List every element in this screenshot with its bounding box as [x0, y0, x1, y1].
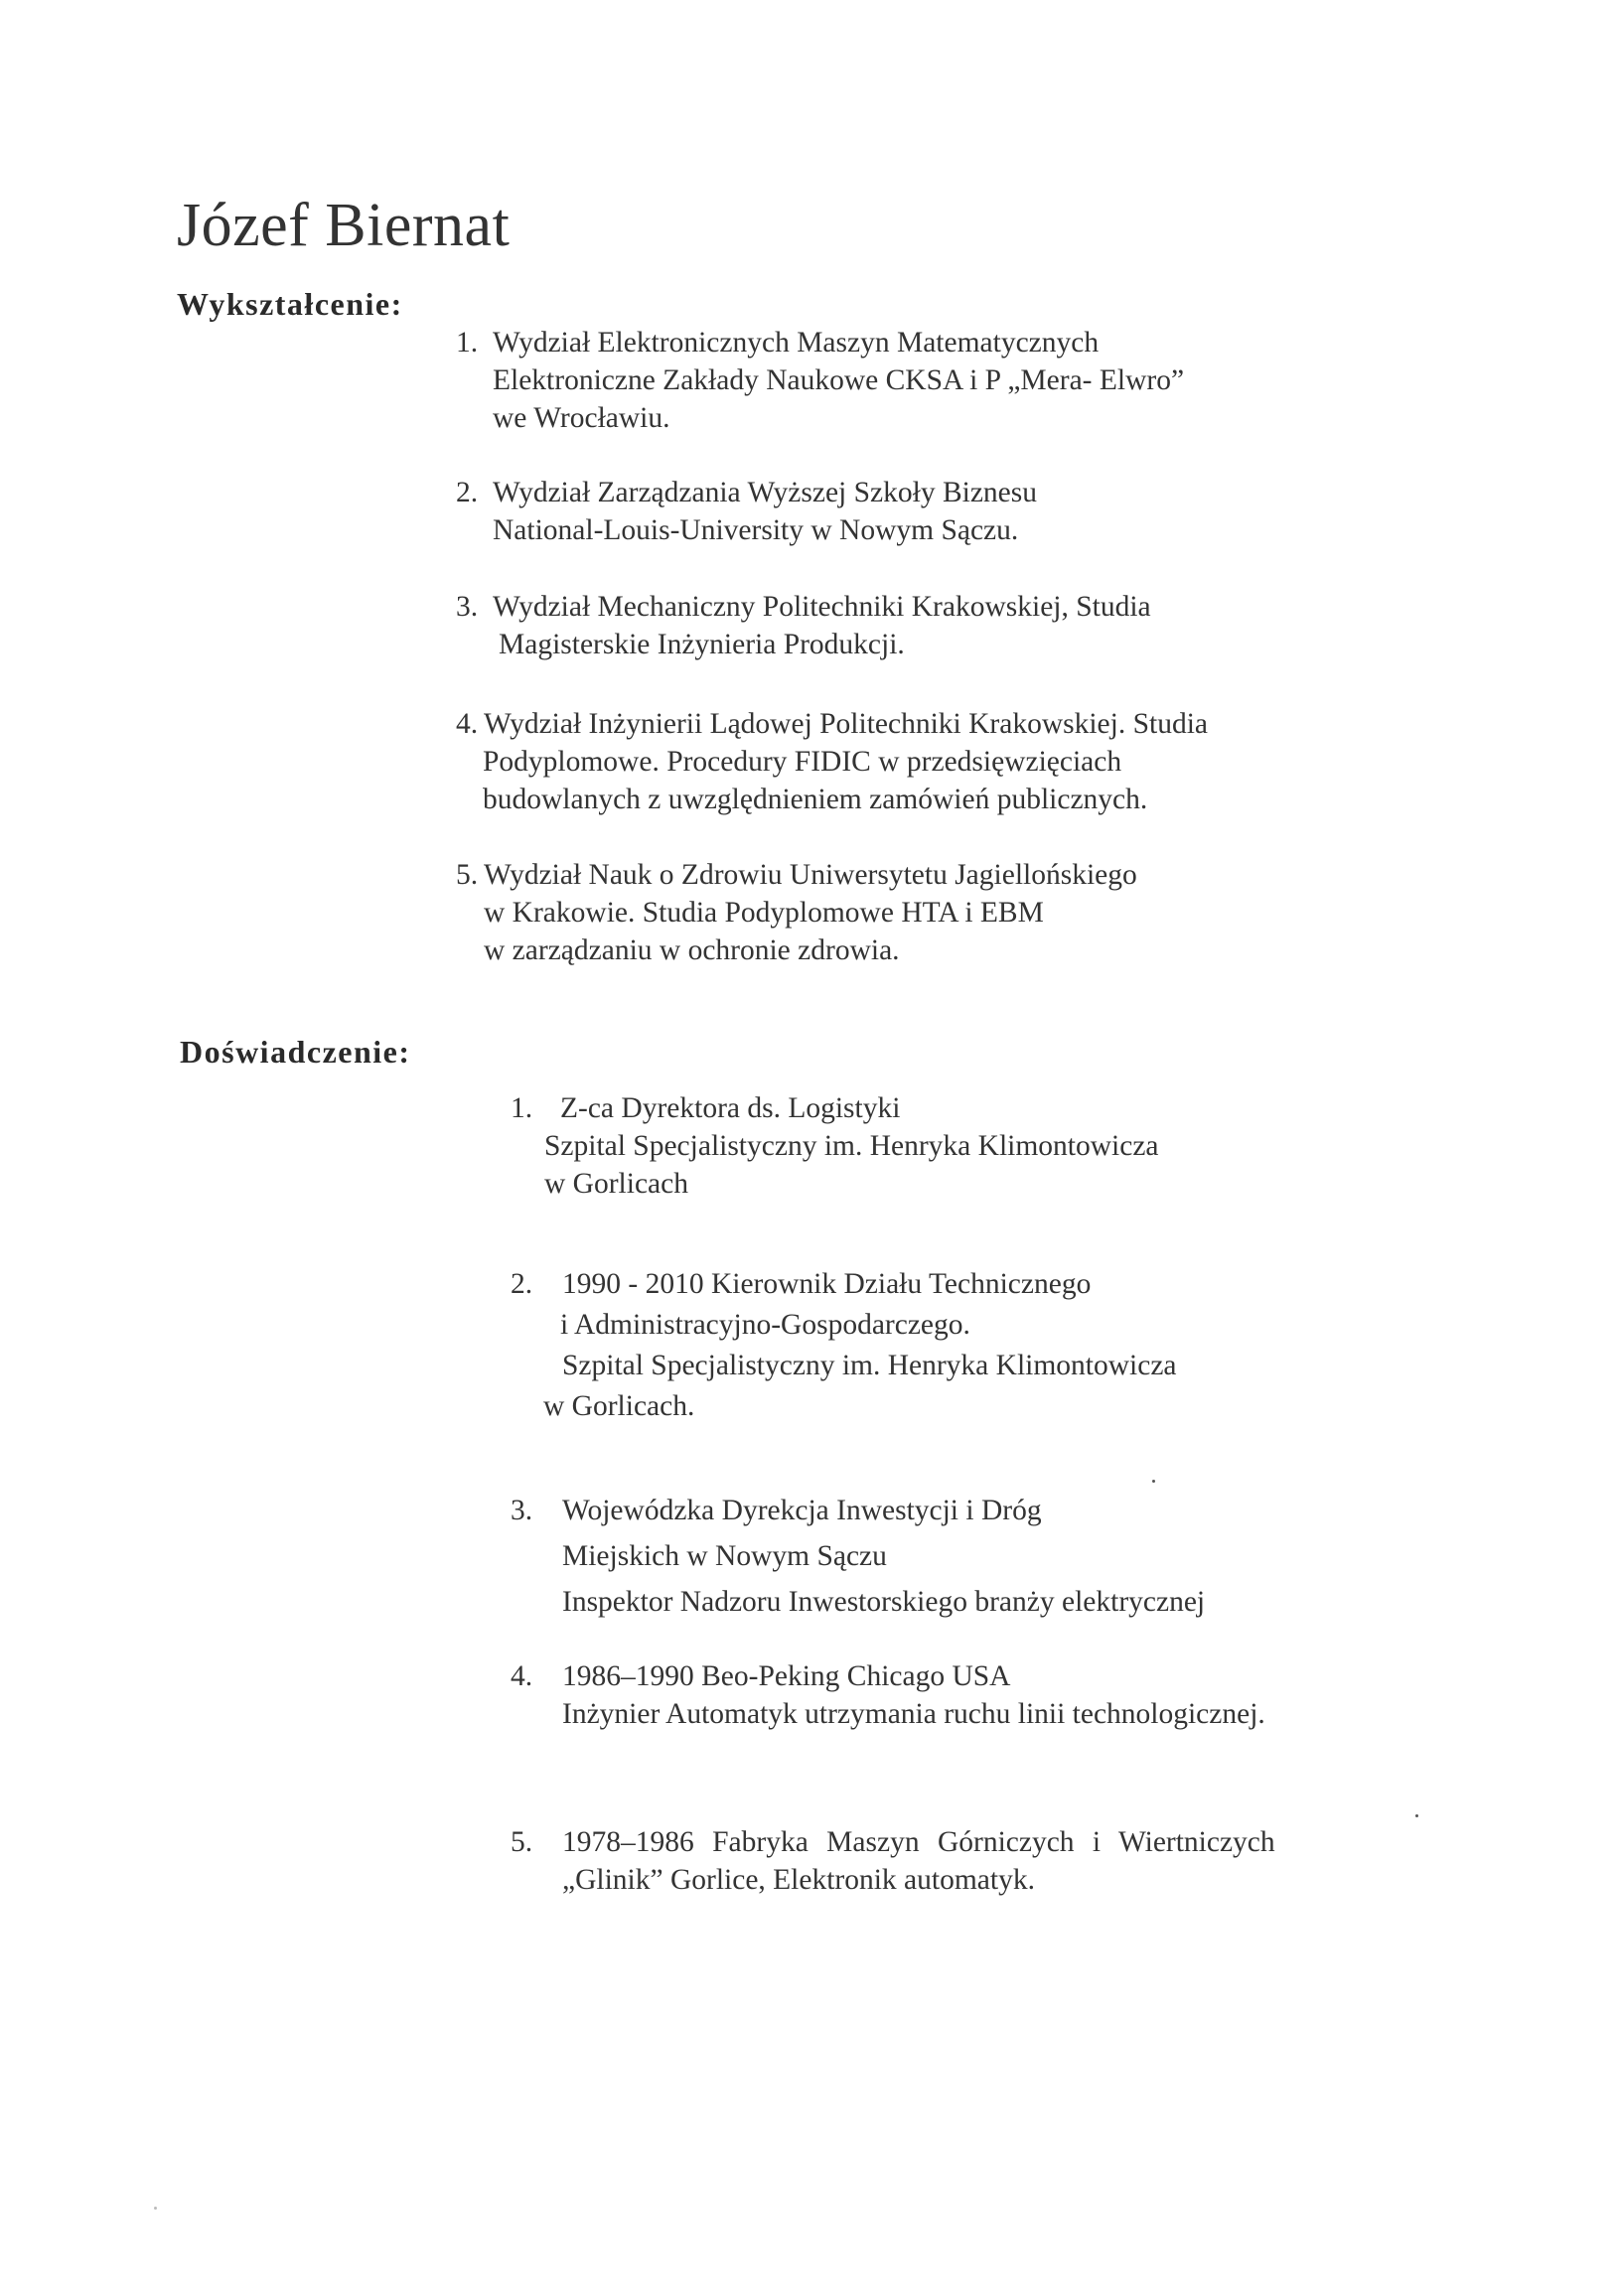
experience-item [511, 1264, 1177, 1427]
scan-speck [1152, 1480, 1155, 1483]
item-number: 1. [456, 327, 479, 359]
item-line: Wydział Mechaniczny Politechniki Krakowskiej, Studia [493, 591, 1151, 623]
item-line: Wydział Elektronicznych Maszyn Matematycznych [493, 327, 1100, 359]
item-number: 3. [511, 1495, 533, 1526]
experience-item [511, 1488, 1205, 1625]
item-line: Elektroniczne Zakłady Naukowe CKSA i P „Mera- Elwro” [493, 364, 1185, 396]
item-number: 2. [456, 477, 479, 508]
experience-item [511, 1657, 1265, 1733]
item-line: w Gorlicach [544, 1168, 688, 1200]
item-number: 2. [511, 1268, 533, 1300]
education-heading: Wykształcenie: [177, 286, 403, 322]
education-item [456, 705, 1208, 818]
item-line: Inspektor Nadzoru Inwestorskiego branży elektrycznej [562, 1586, 1206, 1618]
item-number: 5. [456, 859, 479, 891]
experience-item [511, 1089, 1159, 1203]
item-line: i Administracyjno-Gospodarczego. [560, 1309, 970, 1341]
item-line: „Glinik” Gorlice, Elektronik automatyk. [562, 1864, 1035, 1896]
item-line: w Krakowie. Studia Podyplomowe HTA i EBM [484, 897, 1044, 929]
item-line: w zarządzaniu w ochronie zdrowia. [484, 934, 900, 966]
item-number: 3. [456, 591, 479, 623]
education-item [456, 856, 1137, 969]
item-line: 1986–1990 Beo-Peking Chicago USA [562, 1660, 1011, 1692]
item-line: Inżynier Automatyk utrzymania ruchu linii technologicznej. [562, 1698, 1265, 1730]
item-line: Wydział Inżynierii Lądowej Politechniki Krakowskiej. Studia [484, 708, 1208, 740]
item-line: w Gorlicach. [543, 1390, 695, 1422]
item-line: Miejskich w Nowym Sączu [562, 1540, 887, 1572]
item-number: 1. [511, 1092, 533, 1124]
education-item [456, 474, 1037, 549]
item-line: 1990 - 2010 Kierownik Działu Technicznego [562, 1268, 1092, 1300]
item-line: 1978–1986 Fabryka Maszyn Górniczych i Wiertniczych [562, 1826, 1275, 1858]
scan-speck [1415, 1814, 1418, 1817]
experience-heading: Doświadczenie: [180, 1034, 411, 1070]
item-line: budowlanych z uwzględnieniem zamówień publicznych. [483, 784, 1148, 815]
item-line: Z-ca Dyrektora ds. Logistyki [560, 1092, 901, 1124]
person-name: Józef Biernat [177, 192, 511, 259]
item-line: Magisterskie Inżynieria Produkcji. [499, 629, 905, 660]
item-line: Podyplomowe. Procedury FIDIC w przedsięwzięciach [483, 746, 1122, 778]
scan-speck [154, 2207, 157, 2210]
item-line: Wydział Zarządzania Wyższej Szkoły Biznesu [493, 477, 1037, 508]
item-line: Wojewódzka Dyrekcja Inwestycji i Dróg [562, 1495, 1042, 1526]
item-line: Wydział Nauk o Zdrowiu Uniwersytetu Jagiellońskiego [484, 859, 1137, 891]
item-line: Szpital Specjalistyczny im. Henryka Klimontowicza [544, 1130, 1159, 1162]
item-number: 5. [511, 1826, 533, 1858]
item-line: we Wrocławiu. [493, 402, 670, 434]
item-line: Szpital Specjalistyczny im. Henryka Klimontowicza [562, 1350, 1177, 1381]
education-item [456, 324, 1184, 437]
education-item [456, 588, 1151, 663]
item-number: 4. [511, 1660, 533, 1692]
item-line: National-Louis-University w Nowym Sączu. [493, 514, 1019, 546]
experience-item [511, 1823, 1275, 1899]
item-number: 4. [456, 708, 479, 740]
